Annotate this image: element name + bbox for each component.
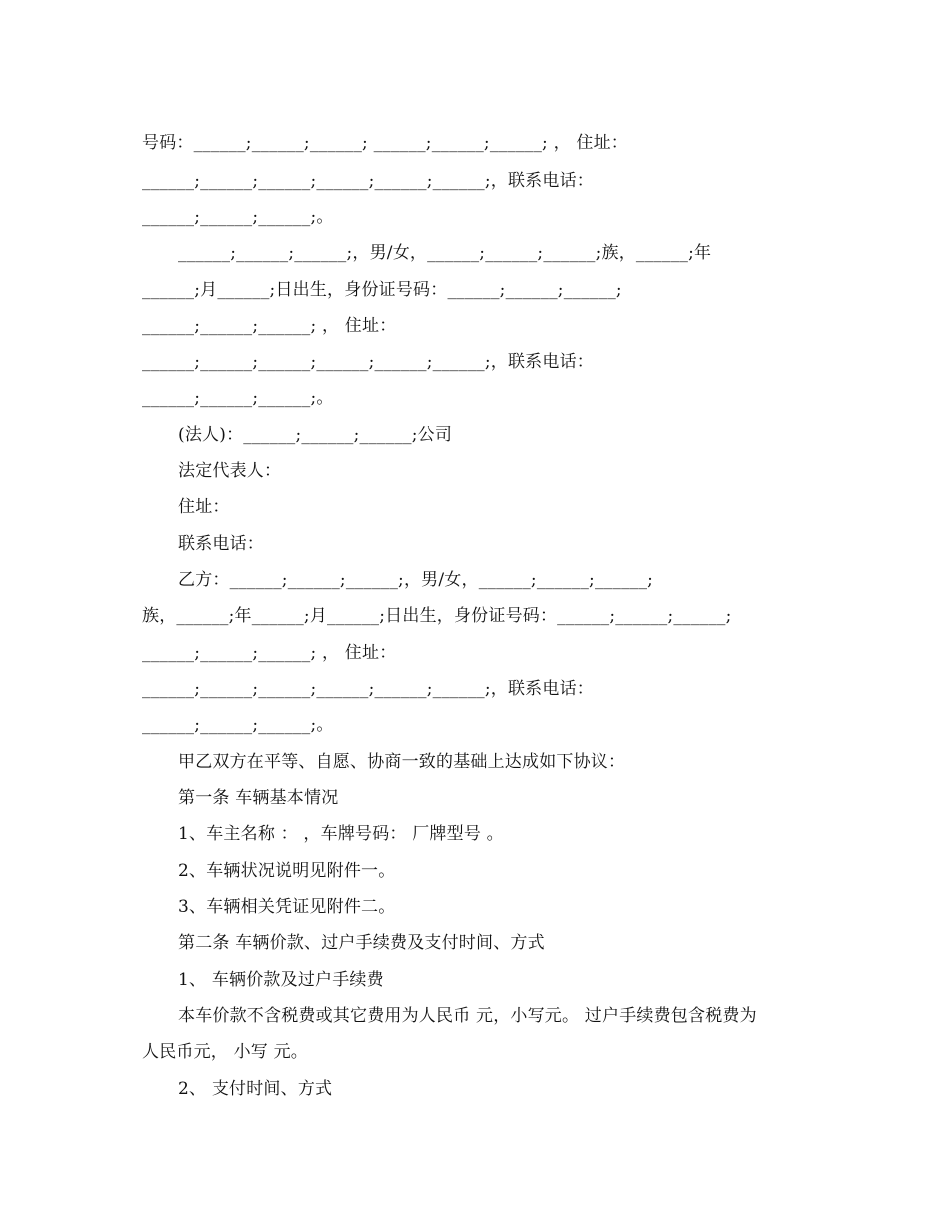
text-line: ______;月______;日出生，身份证号码：______;______;______; [142,280,622,300]
text-line: 2、车辆状况说明见附件一。 [178,861,396,881]
section-heading: 第一条 车辆基本情况 [178,788,339,808]
text-line: ______;______;______;______;______;______;，联系电话： [142,171,594,191]
text-line: ______;______;______;______;______;______;，联系电话： [142,679,594,699]
text-line: ______;______;______; ， 住址： [142,643,397,663]
text-line: 2、 支付时间、方式 [178,1079,333,1099]
text-line: 本车价款不含税费或其它费用为人民币 元，小写元。 过户手续费包含税费为 [178,1006,757,1026]
text-line: ______;______;______;。 [142,715,334,735]
text-line: ______;______;______;，男/女，______;______;______;族，______;年 [178,243,712,263]
text-line: 1、 车辆价款及过户手续费 [178,970,384,990]
text-line: ______;______;______;。 [142,207,334,227]
section-heading: 第二条 车辆价款、过户手续费及支付时间、方式 [178,933,545,953]
text-line: 甲乙双方在平等、自愿、协商一致的基础上达成如下协议： [178,752,626,772]
text-line: ______;______;______;______;______;______;，联系电话： [142,352,594,372]
text-line: ______;______;______; ， 住址： [142,316,397,336]
text-line: 族，______;年______;月______;日出生，身份证号码：______;______;______; [142,606,732,626]
text-line: ______;______;______;。 [142,388,334,408]
text-line: 人民币元， 小写 元。 [142,1042,309,1062]
text-line: 3、车辆相关凭证见附件二。 [178,897,396,917]
text-line: (法人)：______;______;______;公司 [178,425,453,445]
text-line: 1、车主名称 ： ，车牌号码： 厂牌型号 。 [178,824,504,844]
text-line: 乙方：______;______;______;，男/女，______;______;______; [178,570,654,590]
text-line: 法定代表人： [178,461,282,481]
text-line: 号码：______;______;______; ______;______;______; ， 住址： [142,133,628,153]
text-line: 住址： [178,497,230,517]
text-line: 联系电话： [178,534,264,554]
